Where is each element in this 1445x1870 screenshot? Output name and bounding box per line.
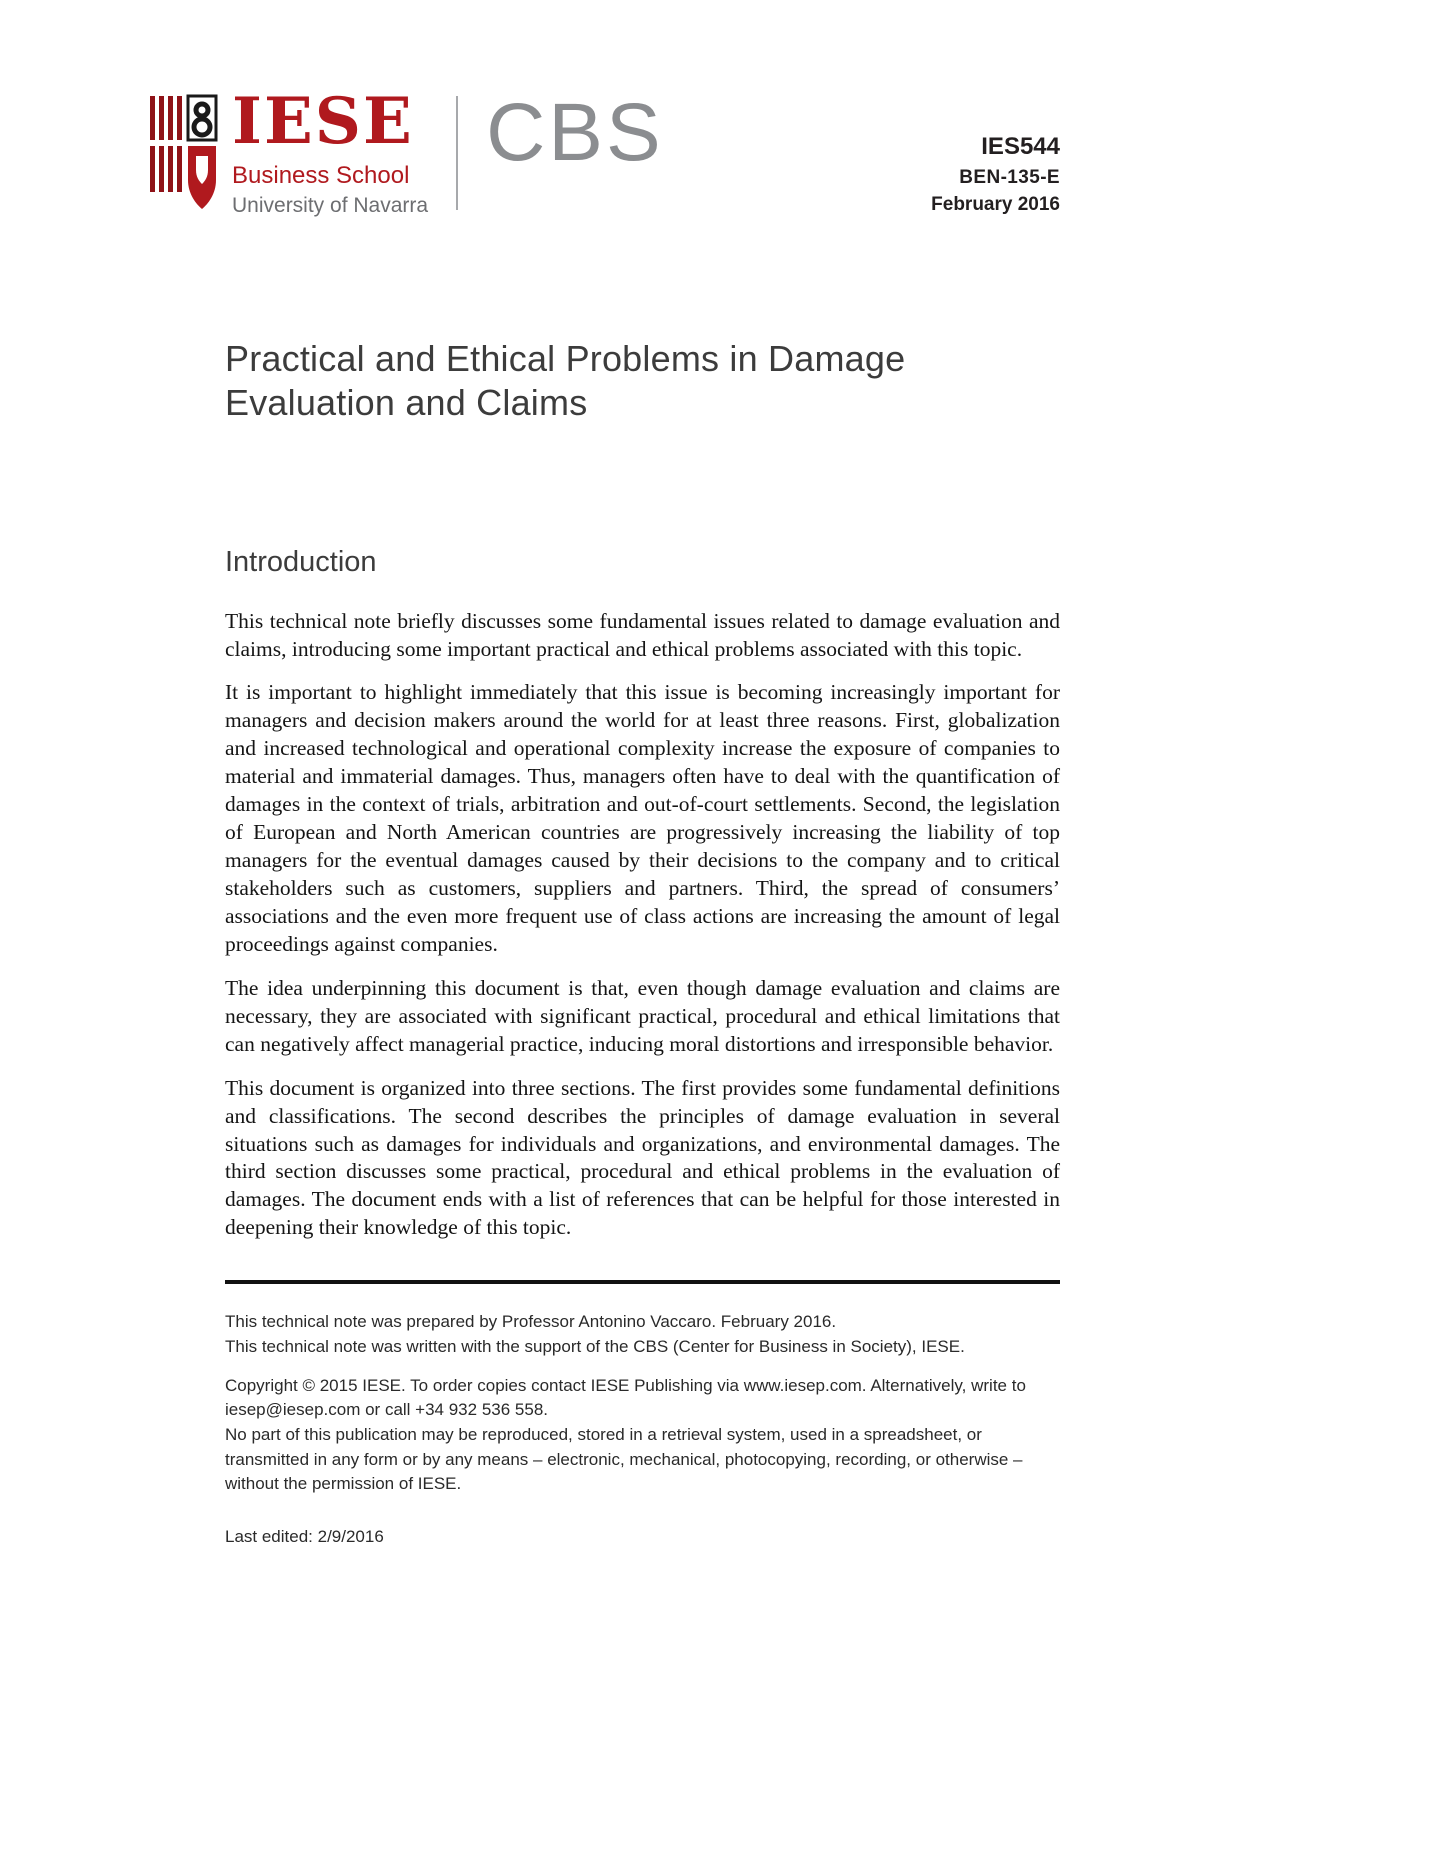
paragraph: It is important to highlight immediately that this issue is becoming increasingly important for managers and decision makers around the world for at least three reasons. First, globalization and increased technological and operational complexity increase the exposure of companies to material and immaterial damages. Thus, managers often have to deal with the quantification of damages in the context of trials, arbitration and out-of-court settlements. Second, the legislation of European and North American countries are progressively increasing the liability of top managers for the eventual damages caused by their decisions to the company and to critical stakeholders such as customers, suppliers and partners. Third, the spread of consumers’ associations and the even more frequent use of class actions are increasing the amount of legal proceedings against companies. <box>225 680 1060 956</box>
footnote-copyright-text: Copyright © 2015 IESE. To order copies contact IESE Publishing via www.iesep.com. Alternatively, write to iesep@iesep.com or call +34 932 536 558. <box>225 1375 1026 1420</box>
brand-subtitle: Business School <box>232 161 410 189</box>
footnote-divider <box>225 1280 1060 1284</box>
paragraph: This technical note briefly discusses some fundamental issues related to damage evaluation and claims, introducing some important practical and ethical problems associated with this topic. <box>225 608 1060 661</box>
footnote-last-edited: Last edited: 2/9/2016 <box>225 1526 384 1546</box>
footnote-support: This technical note was written with the support of the CBS (Center for Business in Society), IESE. <box>225 1336 965 1356</box>
section-heading-introduction: Introduction <box>225 545 377 578</box>
body-copy <box>225 608 1060 1243</box>
main-content <box>225 0 1060 1549</box>
brand-tagline: University of Navarra <box>232 194 429 218</box>
iese-shield-icon <box>148 94 218 219</box>
document-date: February 2016 <box>931 194 1060 216</box>
paragraph: This document is organized into three sections. The first provides some fundamental definitions and classifications. The second describes the principles of damage evaluation in several situations such as damages for individuals and organizations, and environmental damages. The third section discusses some practical, procedural and ethical problems in the evaluation of damages. The document ends with a list of references that can be helpful for those interested in deepening their knowledge of this topic. <box>225 1075 1060 1240</box>
footnote-credits <box>225 1310 1060 1359</box>
brand-name: IESE <box>232 84 414 159</box>
document-code: IES544 <box>981 133 1060 160</box>
footnote-copyright <box>225 1374 1060 1497</box>
footnotes <box>225 1310 1060 1549</box>
footnote-no-part-text: No part of this publication may be reproduced, stored in a retrieval system, used in a spreadsheet, or transmitted in any form or by any means – electronic, mechanical, photocopying, recording, or otherwise – without the permission of IESE. <box>225 1424 1023 1494</box>
cbs-logo: CBS <box>486 87 664 178</box>
document-reference: BEN-135-E <box>959 167 1060 189</box>
paragraph: The idea underpinning this document is that, even though damage evaluation and claims are necessary, they are associated with significant practical, procedural and ethical limitations that can negatively affect managerial practice, inducing moral distortions and irresponsible behavior. <box>225 975 1060 1056</box>
footnote-prepared-by: This technical note was prepared by Professor Antonino Vaccaro. February 2016. <box>225 1312 837 1332</box>
page-title: Practical and Ethical Problems in Damage Evaluation and Claims <box>225 338 906 423</box>
